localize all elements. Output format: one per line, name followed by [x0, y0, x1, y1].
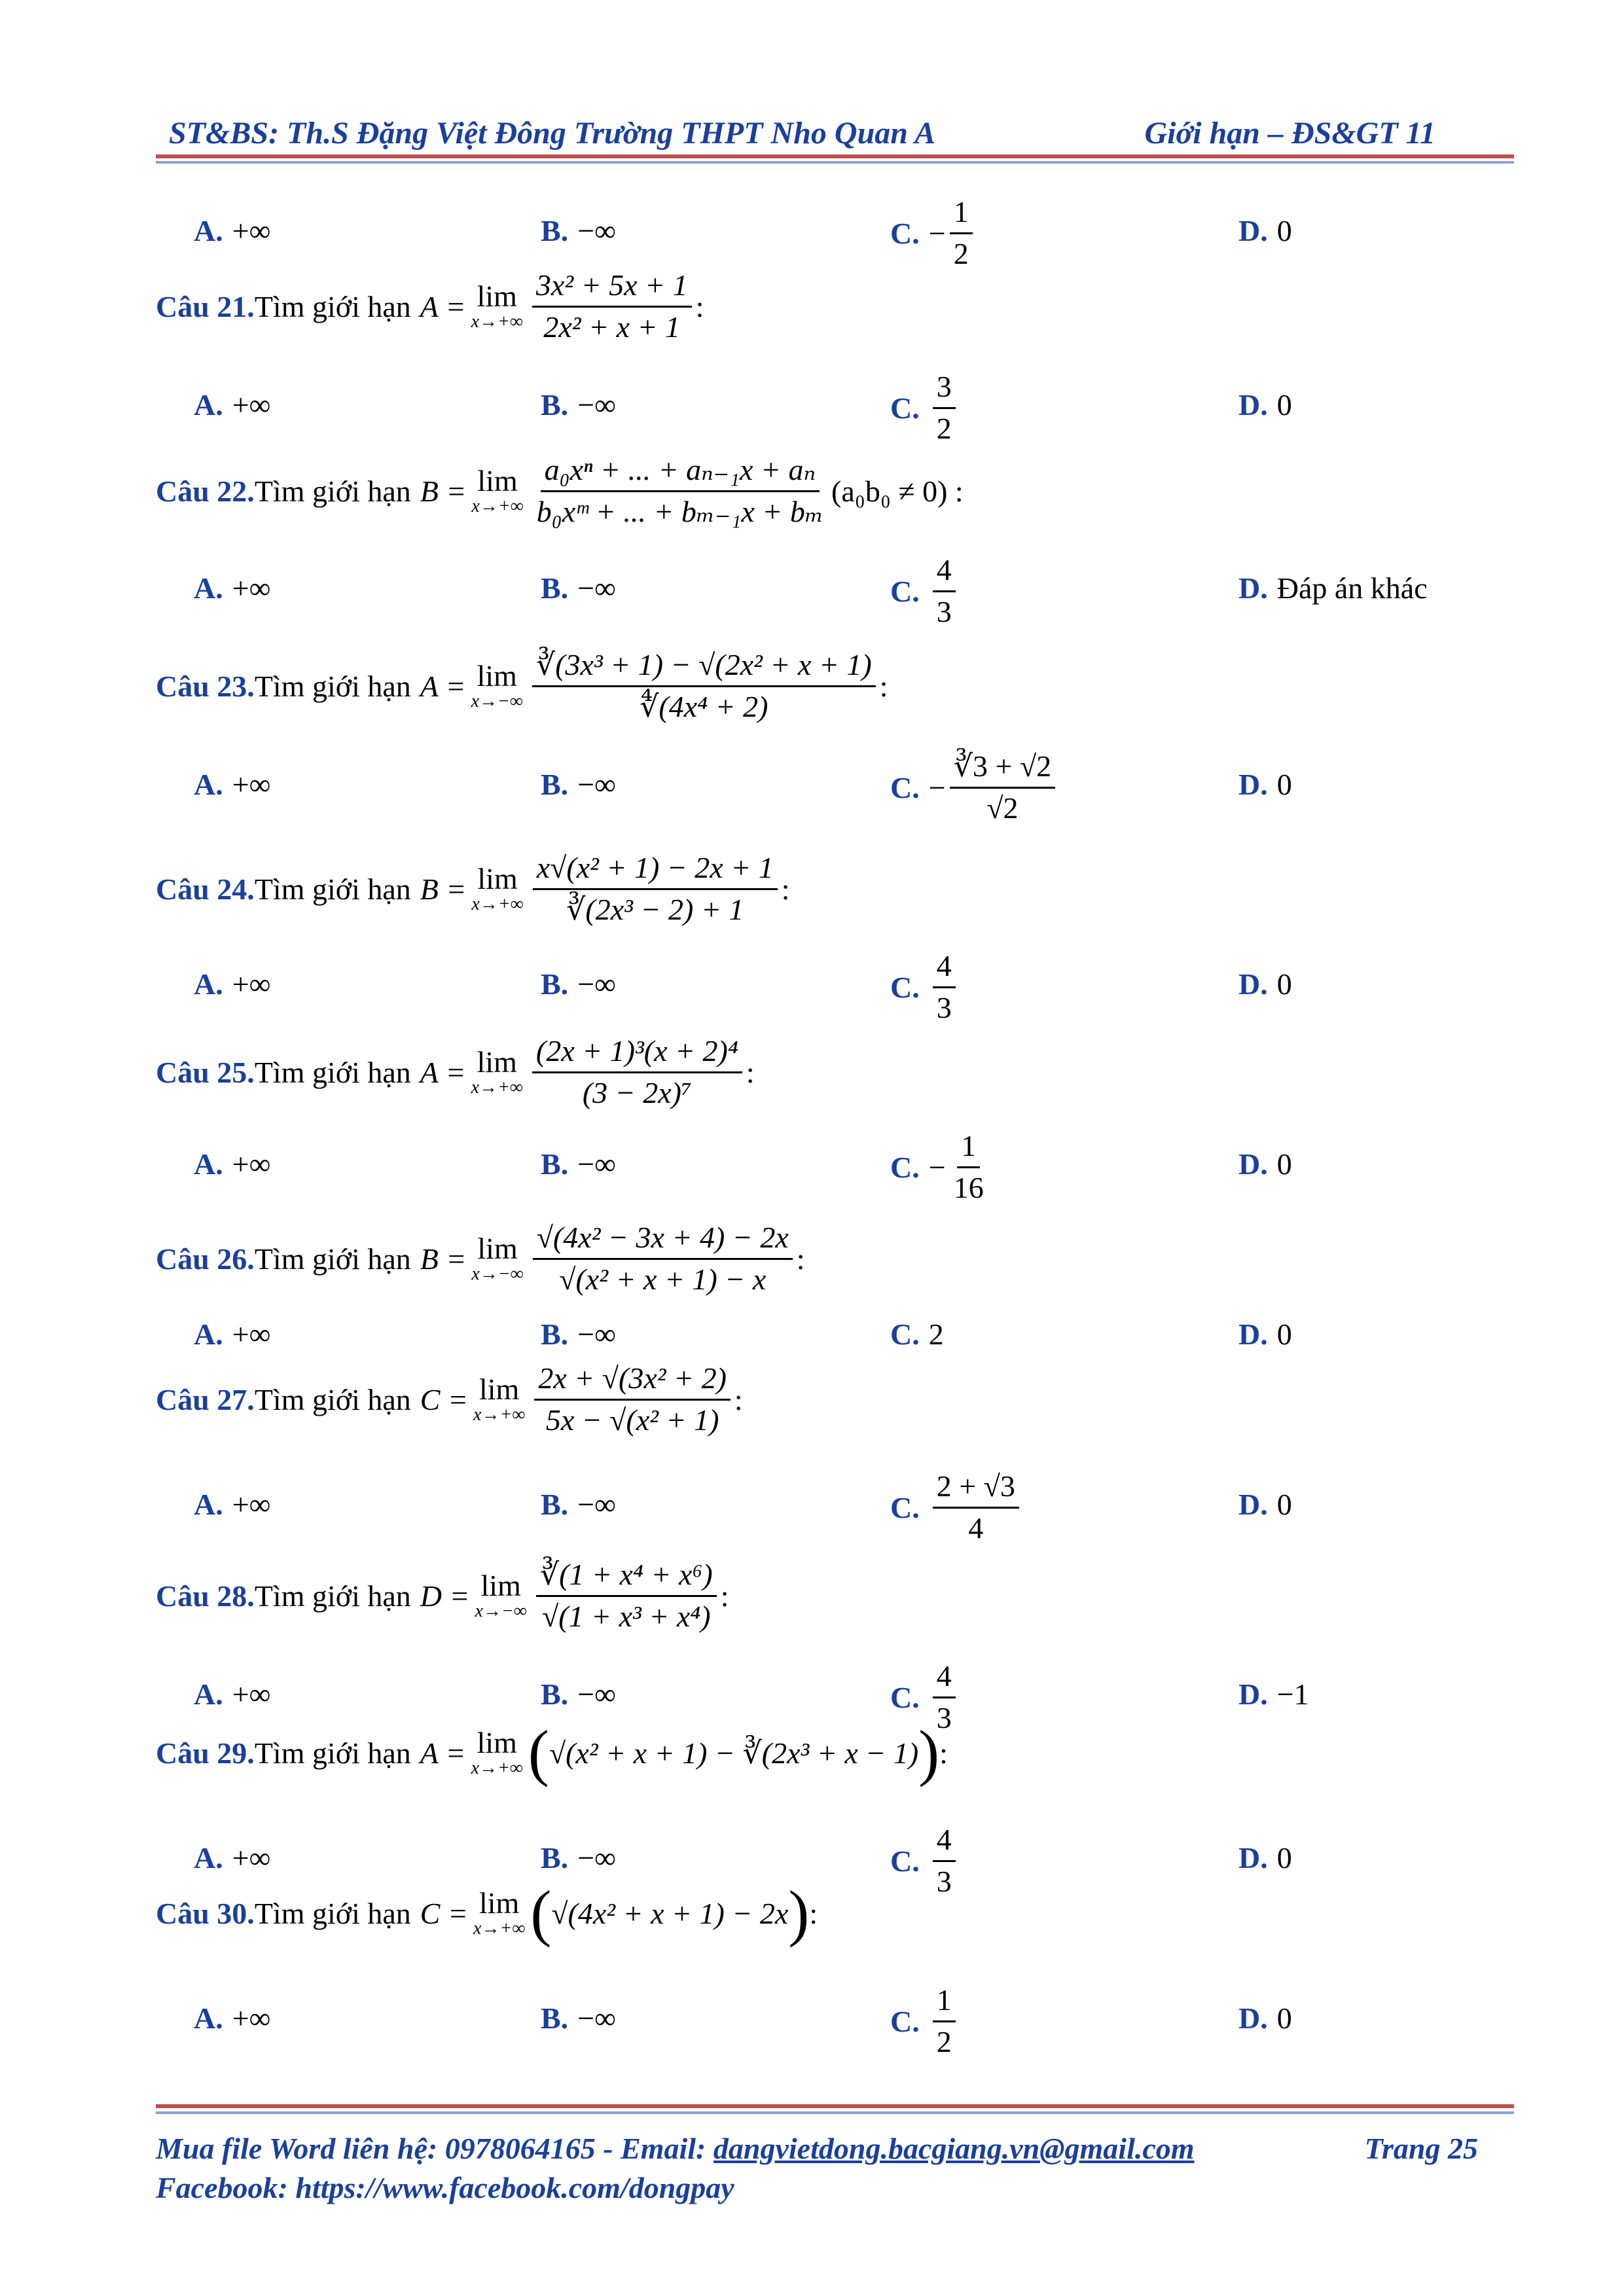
limit-operator: lim x→+∞ — [473, 1372, 526, 1426]
q24-option-d[interactable]: D. 0 — [1238, 967, 1292, 1001]
limit-fraction — [533, 453, 827, 529]
option-fraction: $\frac{4}{3}$ — [933, 553, 956, 630]
limit-expression: √(4x² + x + 1) − 2x — [551, 1896, 789, 1930]
limit-fraction — [533, 1221, 793, 1297]
question-label: Câu 21. — [156, 289, 255, 323]
question-30 — [156, 1878, 818, 1948]
q29-option-a[interactable]: A. +∞ — [194, 1841, 271, 1874]
q25-option-c[interactable]: C. − $\frac{1}{16}$ — [890, 1129, 992, 1206]
question-label: Câu 22. — [156, 474, 255, 508]
q27-option-b[interactable]: B. −∞ — [541, 1488, 616, 1521]
q26-option-c[interactable]: C. 2 — [890, 1318, 944, 1351]
option-fraction: $\frac{4}{3}$ — [933, 1823, 956, 1899]
question-26 — [156, 1221, 805, 1297]
footer-rule — [156, 2104, 1514, 2108]
question-suffix: : — [939, 1736, 948, 1770]
question-label: Câu 29. — [156, 1736, 255, 1770]
limit-lhs: A = — [420, 1736, 466, 1770]
fraction-numerator: a₀xⁿ + ... + aₙ₋₁x + aₙ — [541, 453, 820, 492]
fraction-numerator: √(4x² − 3x + 4) − 2x — [533, 1221, 793, 1260]
limit-lhs: B = — [420, 872, 467, 906]
limit-lhs: A = — [420, 289, 466, 323]
question-22 — [156, 453, 964, 529]
q23-option-a[interactable]: A. +∞ — [194, 768, 271, 801]
fraction-denominator: 2x² + x + 1 — [543, 310, 681, 344]
q26-option-d[interactable]: D. 0 — [1238, 1318, 1292, 1351]
limit-fraction — [532, 268, 692, 345]
q30-option-b[interactable]: B. −∞ — [541, 2001, 616, 2035]
option-fraction: $\frac{1}{2}$ — [933, 1983, 956, 2060]
question-prompt: Tìm giới hạn — [254, 474, 411, 508]
question-suffix: : — [720, 1579, 729, 1613]
page-header — [156, 115, 1468, 157]
limit-subscript: x→−∞ — [475, 1601, 527, 1622]
paren-open: ( — [528, 1717, 549, 1787]
footer-line-1: Mua file Word liên hệ: 0978064165 - Email: dangvietdong.bacgiang.vn@gmail.com Trang 25 — [156, 2132, 1478, 2165]
question-suffix: (a₀b₀ ≠ 0) : — [831, 474, 964, 508]
question-21 — [156, 268, 704, 345]
limit-operator: lim x→−∞ — [471, 1232, 524, 1285]
question-28 — [156, 1558, 729, 1634]
question-29 — [156, 1717, 948, 1787]
fraction-denominator: (3 − 2x)⁷ — [582, 1075, 692, 1109]
limit-subscript: x→+∞ — [471, 1758, 523, 1778]
limit-fraction — [533, 851, 778, 927]
question-27 — [156, 1361, 743, 1438]
limit-lhs: D = — [420, 1579, 470, 1613]
q25-option-b[interactable]: B. −∞ — [541, 1147, 616, 1181]
limit-operator: lim x→+∞ — [471, 862, 524, 915]
limit-subscript: x→+∞ — [473, 1918, 526, 1939]
fraction-numerator: x√(x² + 1) − 2x + 1 — [533, 851, 778, 890]
question-prompt: Tìm giới hạn — [254, 289, 411, 323]
q22-option-d[interactable]: D. Đáp án khác — [1238, 571, 1428, 605]
limit-subscript: x→+∞ — [473, 1405, 526, 1426]
limit-operator: lim x→+∞ — [471, 464, 524, 517]
paren-close: ) — [788, 1878, 810, 1948]
question-25 — [156, 1034, 755, 1111]
option-fraction: $\frac{∛3 + √2}{√2}$ — [950, 749, 1056, 826]
footer-email-link[interactable]: dangvietdong.bacgiang.vn@gmail.com — [713, 2132, 1195, 2165]
q28-option-b[interactable]: B. −∞ — [541, 1677, 616, 1711]
limit-lhs: B = — [420, 474, 467, 508]
q22-option-a[interactable]: A. +∞ — [194, 571, 271, 605]
question-prompt: Tìm giới hạn — [254, 1242, 411, 1276]
question-prompt: Tìm giới hạn — [254, 1736, 411, 1770]
footer-facebook: Facebook: https://www.facebook.com/dongpay — [156, 2171, 734, 2204]
page-number: Trang 25 — [1364, 2132, 1478, 2165]
q30-option-d[interactable]: D. 0 — [1238, 2001, 1292, 2035]
q21-option-d[interactable]: D. 0 — [1238, 388, 1292, 422]
q30-option-a[interactable]: A. +∞ — [194, 2001, 271, 2035]
q21-option-a[interactable]: A. +∞ — [194, 388, 271, 422]
fraction-numerator: ∛(1 + x⁴ + x⁶) — [536, 1558, 717, 1597]
q21-option-c[interactable]: C. $\frac{3}{2}$ — [890, 370, 960, 446]
q28-option-d[interactable]: D. −1 — [1238, 1677, 1309, 1711]
limit-operator: lim x→−∞ — [471, 659, 523, 712]
question-prompt: Tìm giới hạn — [254, 1382, 411, 1416]
limit-operator: lim x→+∞ — [473, 1886, 526, 1939]
limit-operator: lim x→+∞ — [471, 1726, 523, 1778]
question-suffix: : — [809, 1896, 818, 1930]
option-c[interactable]: C. − $\frac{1}{2}$ — [890, 195, 977, 272]
limit-fraction — [532, 1034, 742, 1111]
option-d[interactable]: D. 0 — [1238, 214, 1292, 247]
option-fraction: $\frac{3}{2}$ — [933, 370, 956, 446]
q23-option-b[interactable]: B. −∞ — [541, 768, 616, 801]
question-label: Câu 23. — [156, 669, 255, 703]
question-prompt: Tìm giới hạn — [254, 1579, 411, 1613]
question-label: Câu 26. — [156, 1242, 255, 1276]
limit-subscript: x→−∞ — [471, 691, 523, 712]
option-a[interactable]: A. +∞ — [194, 214, 271, 247]
question-prompt: Tìm giới hạn — [254, 1055, 411, 1089]
q26-option-b[interactable]: B. −∞ — [541, 1318, 616, 1351]
header-rule-secondary — [156, 161, 1514, 164]
fraction-denominator: ∜(4x⁴ + 2) — [640, 689, 768, 723]
limit-subscript: x→+∞ — [471, 1077, 523, 1098]
question-label: Câu 24. — [156, 872, 255, 906]
q25-option-d[interactable]: D. 0 — [1238, 1147, 1292, 1181]
q29-option-b[interactable]: B. −∞ — [541, 1841, 616, 1874]
q23-option-d[interactable]: D. 0 — [1238, 768, 1292, 801]
limit-fraction — [532, 648, 876, 725]
question-label: Câu 28. — [156, 1579, 255, 1613]
q27-option-c[interactable]: C. $\frac{2 + √3}{4}$ — [890, 1469, 1023, 1546]
q26-option-a[interactable]: A. +∞ — [194, 1318, 271, 1351]
fraction-denominator: 5x − √(x² + 1) — [545, 1403, 719, 1437]
q29-option-c[interactable]: C. $\frac{4}{3}$ — [890, 1823, 960, 1899]
q28-option-c[interactable]: C. $\frac{4}{3}$ — [890, 1659, 960, 1736]
option-fraction: $\frac{4}{3}$ — [933, 949, 956, 1026]
fraction-numerator: 2x + √(3x² + 2) — [534, 1361, 731, 1401]
question-label: Câu 25. — [156, 1055, 255, 1089]
question-suffix: : — [796, 1242, 805, 1276]
limit-lhs: A = — [420, 669, 466, 703]
fraction-numerator: ∛(3x³ + 1) − √(2x² + x + 1) — [532, 648, 876, 687]
q22-option-c[interactable]: C. $\frac{4}{3}$ — [890, 553, 960, 630]
q27-option-d[interactable]: D. 0 — [1238, 1488, 1292, 1521]
q30-option-c[interactable]: C. $\frac{1}{2}$ — [890, 1983, 960, 2060]
question-prompt: Tìm giới hạn — [254, 1896, 411, 1930]
option-b[interactable]: B. −∞ — [541, 214, 616, 247]
limit-fraction — [536, 1558, 717, 1634]
limit-operator: lim x→+∞ — [471, 279, 523, 332]
paren-open: ( — [530, 1878, 552, 1948]
q27-option-a[interactable]: A. +∞ — [194, 1488, 271, 1521]
limit-subscript: x→+∞ — [471, 312, 523, 332]
limit-subscript: x→−∞ — [471, 1264, 524, 1285]
q25-option-a[interactable]: A. +∞ — [194, 1147, 271, 1181]
question-label: Câu 30. — [156, 1896, 255, 1930]
question-label: Câu 27. — [156, 1382, 255, 1416]
option-fraction: $\frac{1}{16}$ — [953, 1129, 984, 1204]
question-suffix: : — [695, 289, 704, 323]
limit-subscript: x→+∞ — [471, 894, 524, 915]
paren-close: ) — [918, 1717, 940, 1787]
limit-expression: √(x² + x + 1) − ∛(2x³ + x − 1) — [549, 1736, 919, 1770]
limit-lhs: A = — [420, 1055, 466, 1089]
limit-operator: lim x→+∞ — [471, 1045, 523, 1098]
q24-option-a[interactable]: A. +∞ — [194, 967, 271, 1001]
footer-rule-secondary — [156, 2111, 1514, 2114]
question-suffix: : — [746, 1055, 755, 1089]
limit-lhs: C = — [420, 1382, 469, 1416]
limit-fraction — [534, 1361, 731, 1438]
q24-option-b[interactable]: B. −∞ — [541, 967, 616, 1001]
q29-option-d[interactable]: D. 0 — [1238, 1841, 1292, 1874]
question-suffix: : — [879, 669, 888, 703]
q23-option-c[interactable]: C. − $\frac{∛3 + √2}{√2}$ — [890, 749, 1059, 826]
question-suffix: : — [781, 872, 790, 906]
q24-option-c[interactable]: C. $\frac{4}{3}$ — [890, 949, 960, 1026]
q28-option-a[interactable]: A. +∞ — [194, 1677, 271, 1711]
fraction-denominator: ∛(2x³ − 2) + 1 — [566, 892, 744, 926]
option-fraction: $\frac{2 + √3}{4}$ — [933, 1469, 1019, 1546]
limit-lhs: C = — [420, 1896, 469, 1930]
q21-option-b[interactable]: B. −∞ — [541, 388, 616, 422]
question-prompt: Tìm giới hạn — [254, 872, 411, 906]
fraction-denominator: √(1 + x³ + x⁴) — [541, 1599, 711, 1633]
fraction-denominator: √(x² + x + 1) − x — [559, 1262, 767, 1296]
limit-subscript: x→+∞ — [471, 496, 524, 517]
option-fraction: $\frac{4}{3}$ — [933, 1659, 956, 1736]
fraction-denominator: b₀xᵐ + ... + bₘ₋₁x + bₘ — [536, 494, 824, 528]
header-right: Giới hạn – ĐS&GT 11 — [1144, 116, 1435, 151]
question-23 — [156, 648, 888, 725]
header-left: ST&BS: Th.S Đặng Việt Đông Trường THPT Nho Quan A — [169, 116, 936, 151]
limit-lhs: B = — [420, 1242, 467, 1276]
header-rule — [156, 154, 1514, 158]
question-prompt: Tìm giới hạn — [254, 669, 411, 703]
fraction-numerator: (2x + 1)³(x + 2)⁴ — [532, 1034, 742, 1073]
question-suffix: : — [734, 1382, 743, 1416]
fraction-numerator: 3x² + 5x + 1 — [532, 268, 692, 308]
question-24 — [156, 851, 790, 927]
q22-option-b[interactable]: B. −∞ — [541, 571, 616, 605]
limit-operator: lim x→−∞ — [475, 1569, 527, 1622]
